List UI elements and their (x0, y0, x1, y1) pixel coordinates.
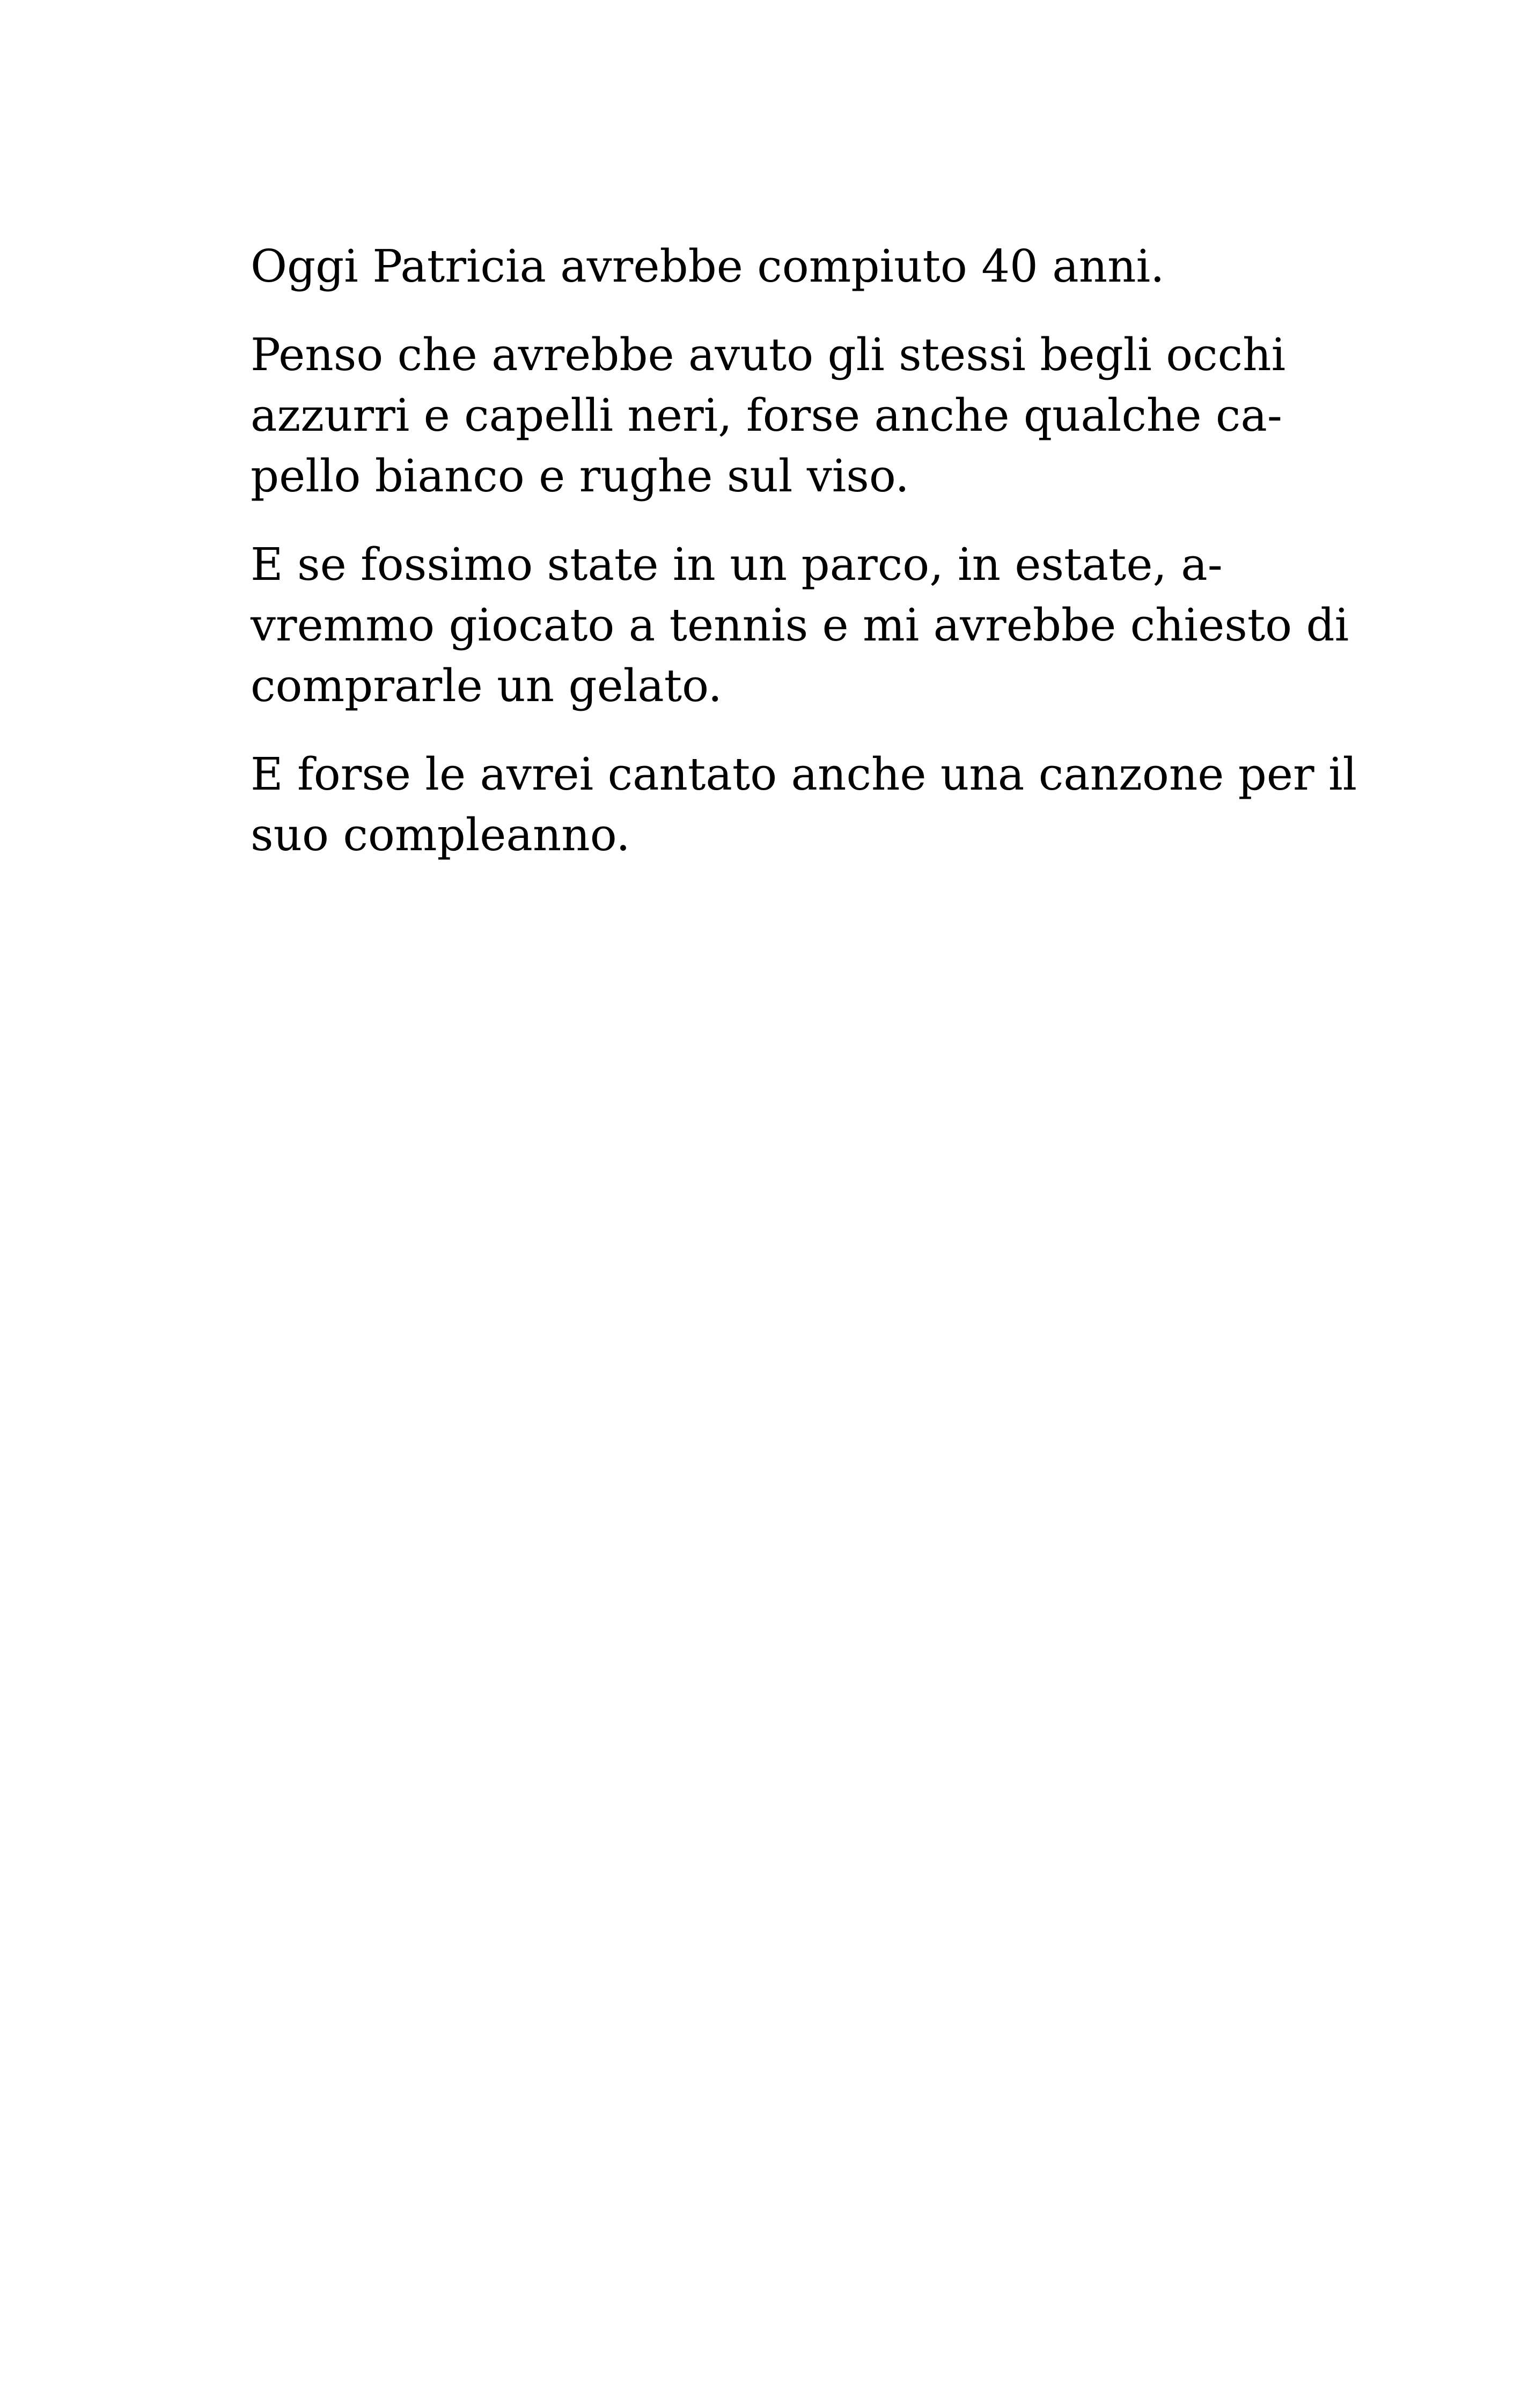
paragraph-3 (251, 534, 1349, 716)
text-line: E forse le avrei cantato anche una canzone per il (251, 748, 1357, 800)
paragraph-2 (251, 325, 1302, 506)
text-line: Penso che avrebbe avuto gli stessi begli occhi (251, 329, 1286, 381)
text-line: Oggi Patricia avrebbe compiuto 40 anni. (251, 240, 1165, 292)
text-line: vremmo giocato a tennis e mi avrebbe chiesto di (251, 599, 1349, 651)
paragraph-4 (251, 744, 1357, 865)
text-line: E se fossimo state in un parco, in estate, a- (251, 539, 1223, 591)
text-line: azzurri e capelli neri, forse anche qualche ca- (251, 389, 1282, 441)
page-body-text (251, 236, 1357, 893)
text-line: suo compleanno. (251, 809, 630, 861)
text-line: comprarle un gelato. (251, 660, 722, 712)
paragraph-1 (251, 236, 1302, 297)
text-line: pello bianco e rughe sul viso. (251, 450, 909, 502)
